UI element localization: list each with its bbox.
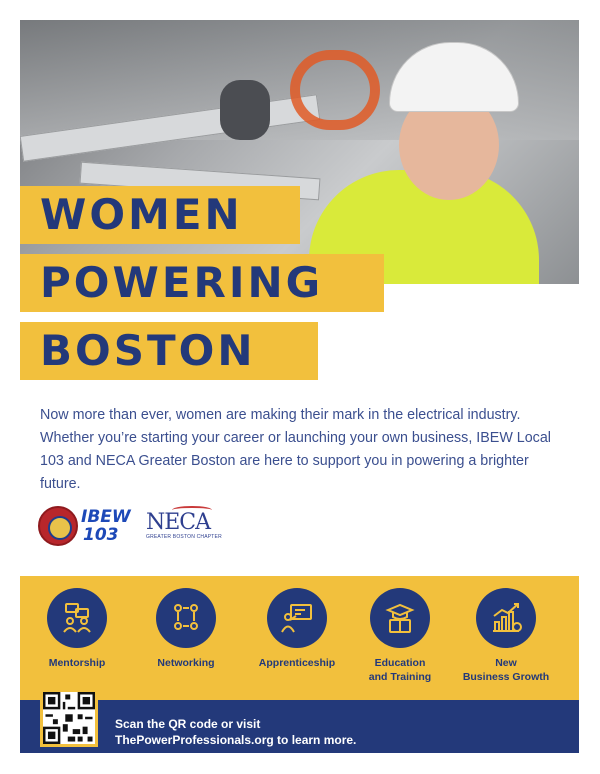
headline-line-1: WOMEN [40, 190, 243, 239]
education-icon [370, 588, 430, 648]
feature-education-label: Education and Training [368, 657, 432, 683]
neca-logo: NECA [146, 510, 211, 535]
mentorship-icon [47, 588, 107, 648]
feature-growth [451, 588, 561, 684]
growth-icon [476, 588, 536, 648]
qr-code-icon[interactable] [40, 689, 98, 747]
ibew-logo: IBEW 103 [81, 507, 131, 545]
website-link[interactable]: ThePowerProfessionals.org to learn more. [115, 733, 357, 747]
headline-line-3: BOSTON [40, 326, 256, 375]
apprenticeship-icon [267, 588, 327, 648]
hero-photo [20, 20, 579, 284]
feature-growth-label: New Business Growth [462, 657, 550, 683]
intro-paragraph: Now more than ever, women are making their mark in the electrical industry. Whether you’re starting your career or launching your own business, IBEW Local 103 and NECA Greater Boston are here to support you in powering a brighter future. [40, 407, 551, 492]
feature-networking: Networking [131, 588, 241, 670]
feature-mentorship: Mentorship [22, 588, 132, 670]
feature-education [345, 588, 455, 684]
feature-apprenticeship: Apprenticeship [242, 588, 352, 670]
headline-line-2: POWERING [40, 258, 324, 307]
neca-chapter: GREATER BOSTON CHAPTER [146, 534, 222, 540]
partner-logos [38, 502, 228, 552]
ibew-seal-icon [38, 506, 78, 546]
call-to-action: Scan the QR code or visit ThePowerProfessionals.org to learn more. [115, 716, 555, 748]
networking-icon [156, 588, 216, 648]
